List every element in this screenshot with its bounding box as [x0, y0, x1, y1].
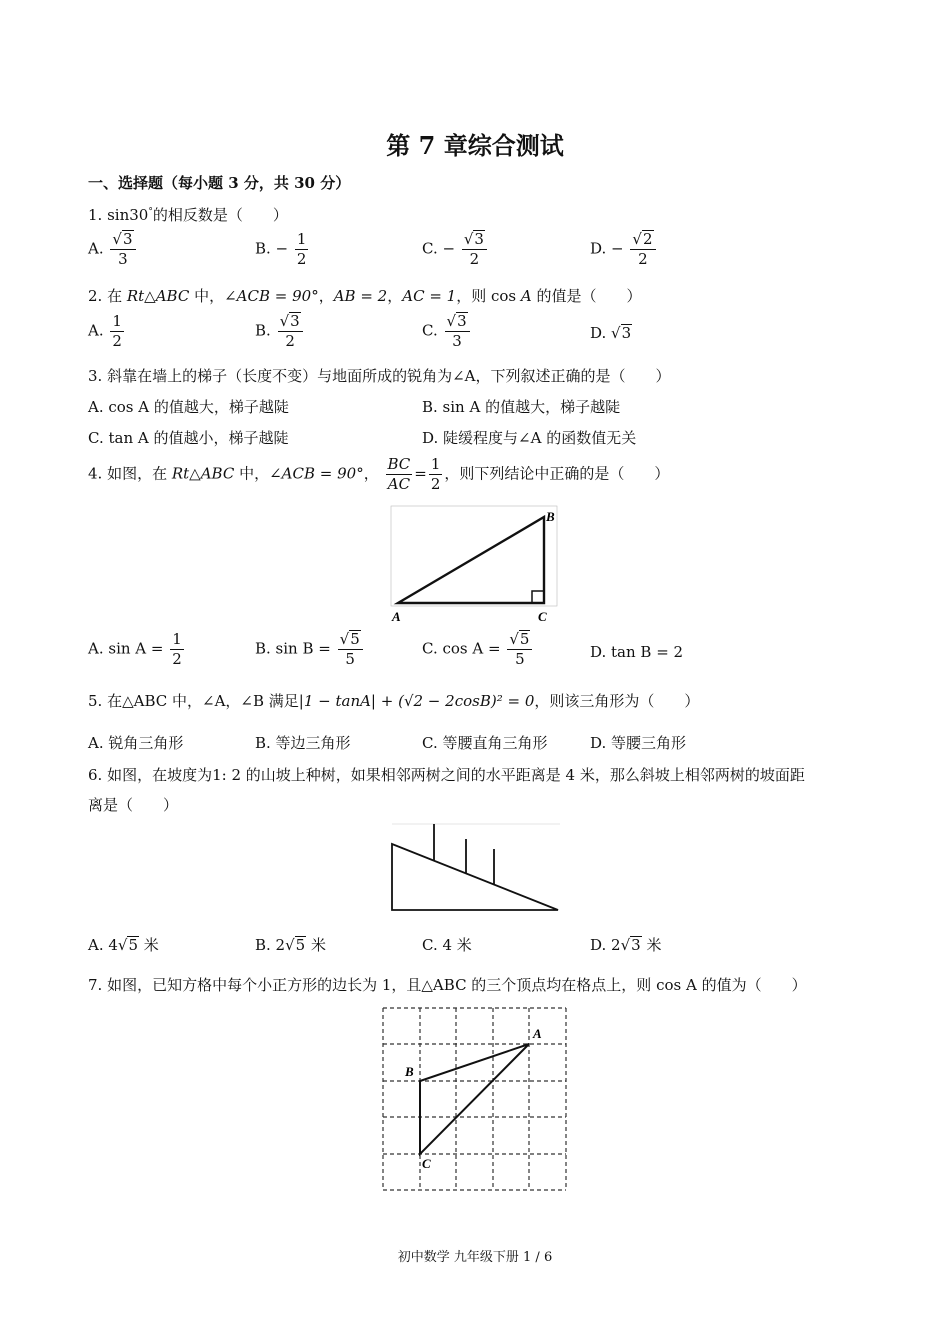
q3-stem: 3. 斜靠在墙上的梯子（长度不变）与地面所成的锐角为∠A，下列叙述正确的是（ ） — [88, 367, 671, 385]
q5-option-d[interactable]: D. 等腰三角形 — [590, 734, 687, 752]
q1-stem: 1. sin30°的相反数是（ ） — [88, 206, 288, 224]
q3-option-b[interactable]: B. sin A 的值越大，梯子越陡 — [422, 398, 621, 416]
q2-option-d[interactable]: D. √3 — [590, 324, 632, 342]
q4-option-d[interactable]: D. tan B = 2 — [590, 643, 684, 661]
q5-option-a[interactable]: A. 锐角三角形 — [88, 734, 184, 752]
label-b: B — [546, 509, 555, 524]
q1-option-a[interactable]: A. $\frac{√3}{3}$ — [88, 230, 138, 269]
q2-stem: 2. 在 Rt△ABC 中，∠ACB = 90°，AB = 2，AC = 1，则 cos A 的值是（ ） — [88, 287, 642, 305]
q7-stem: 7. 如图，已知方格中每个小正方形的边长为 1，且△ABC 的三个顶点均在格点上，则 cos A 的值为（ ） — [88, 976, 807, 994]
q6-slope-figure — [390, 822, 562, 914]
q4-triangle-figure — [390, 505, 560, 625]
q2-option-c[interactable]: C. $\frac{√3}{3}$ — [422, 312, 472, 351]
q4-option-b[interactable]: B. sin B = $\frac{√5}{5}$ — [255, 630, 365, 669]
q6-option-a[interactable]: A. 4√5 米 — [88, 936, 159, 954]
q5-stem: 5. 在△ABC 中，∠A，∠B 满足|1 − tanA| + (√2 − 2cosB)² = 0，则该三角形为（ ） — [88, 692, 700, 710]
q5-option-b[interactable]: B. 等边三角形 — [255, 734, 351, 752]
label-c: C — [422, 1156, 431, 1171]
q4-option-c[interactable]: C. cos A = $\frac{√5}{5}$ — [422, 630, 534, 669]
triangle-abc — [398, 517, 544, 603]
q6-option-b[interactable]: B. 2√5 米 — [255, 936, 326, 954]
q1-option-b[interactable]: B. − $\frac{1}{2}$ — [255, 230, 307, 268]
q3-option-c[interactable]: C. tan A 的值越小，梯子越陡 — [88, 429, 289, 447]
page-title: 第 7 章综合测试 — [386, 131, 564, 160]
q1-option-d[interactable]: D. − $\frac{√2}{2}$ — [590, 230, 658, 269]
label-b: B — [405, 1064, 414, 1079]
label-a: A — [533, 1026, 542, 1041]
label-a: A — [392, 609, 401, 624]
q6-option-c[interactable]: C. 4 米 — [422, 936, 472, 954]
label-c: C — [538, 609, 547, 624]
right-angle-mark — [532, 591, 544, 603]
q5-option-c[interactable]: C. 等腰直角三角形 — [422, 734, 548, 752]
q3-option-a[interactable]: A. cos A 的值越大，梯子越陡 — [88, 398, 289, 416]
q3-option-d[interactable]: D. 陡缓程度与∠A 的函数值无关 — [422, 429, 637, 447]
slope-triangle — [392, 844, 558, 910]
section-heading: 一、选择题（每小题 3 分，共 30 分） — [88, 174, 351, 192]
page-footer: 初中数学 九年级下册 1 / 6 — [397, 1250, 553, 1265]
q4-option-a[interactable]: A. sin A = $\frac{1}{2}$ — [88, 630, 182, 668]
triangle-abc — [420, 1044, 529, 1154]
q6-stem-line2: 离是（ ） — [88, 796, 179, 814]
q2-option-a[interactable]: A. $\frac{1}{2}$ — [88, 312, 122, 350]
q6-stem-line1: 6. 如图，在坡度为1: 2 的山坡上种树，如果相邻两树之间的水平距离是 4 米，那么斜坡上相邻两树的坡面距 — [88, 766, 805, 784]
q4-stem: 4. 如图，在 Rt△ABC 中，∠ACB = 90°， $\frac{BC}{AC}$ = $\frac{1}{2}$ ，则下列结论中正确的是（ ） — [88, 455, 670, 493]
q6-option-d[interactable]: D. 2√3 米 — [590, 936, 662, 954]
q1-option-c[interactable]: C. − $\frac{√3}{2}$ — [422, 230, 489, 269]
q7-grid-figure — [380, 1004, 570, 1194]
q2-option-b[interactable]: B. $\frac{√3}{2}$ — [255, 312, 305, 351]
